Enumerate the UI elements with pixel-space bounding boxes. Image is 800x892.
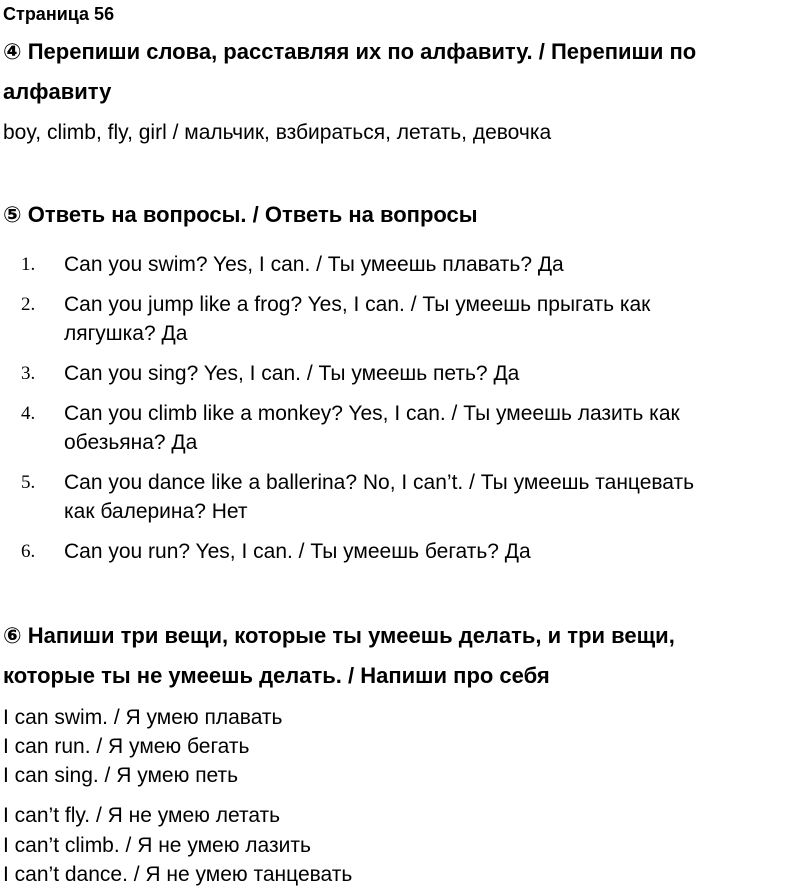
question-item-3 (0, 359, 800, 388)
question-item-2 (0, 290, 800, 348)
can-sentence-3: I can sing. / Я умею петь (3, 764, 239, 787)
question-text-line-1: Can you sing? Yes, I can. / Ты умеешь петь? Да (64, 362, 520, 385)
task-6-heading (3, 616, 797, 696)
question-item-6 (0, 537, 800, 566)
task-6-heading-line-2: которые ты не умеешь делать. / Напиши про себя (3, 663, 550, 688)
question-number: 2. (21, 294, 36, 315)
page-number: Страница 56 (3, 4, 115, 24)
question-text-line-2: обезьяна? Да (64, 431, 198, 454)
question-text-line-1: Can you jump like a frog? Yes, I can. / Ты умеешь прыгать как (64, 293, 651, 316)
question-item-1 (0, 250, 800, 279)
task-4-heading-line-1: ④ Перепиши слова, расставляя их по алфавиту. / Перепиши по (3, 39, 697, 64)
question-number: 3. (21, 363, 36, 384)
question-text-line-1: Can you swim? Yes, I can. / Ты умеешь плавать? Да (64, 253, 564, 276)
question-text-line-1: Can you dance like a ballerina? No, I can’t. / Ты умеешь танцевать (64, 471, 695, 494)
task-5-heading: ⑤ Ответь на вопросы. / Ответь на вопросы (3, 202, 478, 227)
question-number: 6. (21, 541, 36, 562)
question-number: 1. (21, 254, 36, 275)
task-5-question-list (0, 250, 800, 577)
question-text-line-1: Can you run? Yes, I can. / Ты умеешь бегать? Да (64, 540, 531, 563)
question-number: 4. (21, 403, 36, 424)
can-sentence-1: I can swim. / Я умею плавать (3, 706, 283, 729)
task-6-heading-line-1: ⑥ Напиши три вещи, которые ты умеешь делать, и три вещи, (3, 623, 675, 648)
question-number: 5. (21, 472, 36, 493)
cant-sentence-1: I can’t fly. / Я не умею летать (3, 804, 281, 827)
question-item-4 (0, 399, 800, 457)
cant-sentence-3: I can’t dance. / Я не умею танцевать (3, 863, 353, 886)
question-text-line-2: лягушка? Да (64, 322, 188, 345)
task-4-heading-line-2: алфавиту (3, 79, 112, 104)
cant-sentence-2: I can’t climb. / Я не умею лазить (3, 834, 311, 857)
question-item-5 (0, 468, 800, 526)
question-text-line-1: Can you climb like a monkey? Yes, I can. / Ты умеешь лазить как (64, 402, 680, 425)
task-4-answer: boy, climb, fly, girl / мальчик, взбираться, летать, девочка (3, 121, 552, 144)
question-text-line-2: как балерина? Нет (64, 500, 248, 523)
task-4-heading (3, 32, 797, 112)
can-sentence-2: I can run. / Я умею бегать (3, 735, 250, 758)
